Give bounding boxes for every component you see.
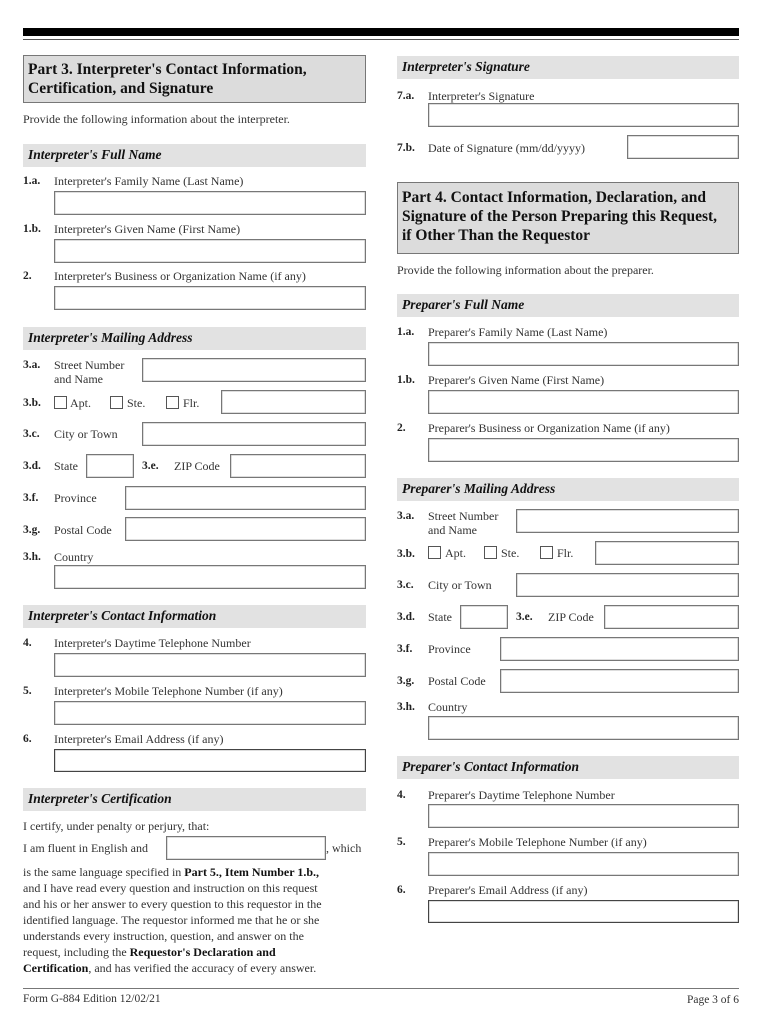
item-number: 3.d. [23, 460, 41, 472]
interpreter-email-label: Interpreter's Email Address (if any) [54, 732, 224, 746]
interpreter-street-input[interactable] [142, 358, 366, 382]
interpreter-given-name-label: Interpreter's Given Name (First Name) [54, 222, 241, 236]
province-label: Province [428, 642, 471, 656]
item-number: 6. [397, 884, 406, 896]
preparer-family-name-input[interactable] [428, 342, 739, 366]
part3-header [23, 55, 366, 103]
item-number: 1.b. [23, 223, 41, 235]
signature-date-label: Date of Signature (mm/dd/yyyy) [428, 141, 585, 155]
interpreter-daytime-phone-input[interactable] [54, 653, 366, 677]
interpreter-daytime-phone-label: Interpreter's Daytime Telephone Number [54, 636, 251, 650]
preparer-daytime-phone-label: Preparer's Daytime Telephone Number [428, 788, 615, 802]
interpreter-business-name-input[interactable] [54, 286, 366, 310]
interpreter-city-input[interactable] [142, 422, 366, 446]
preparer-state-input[interactable] [460, 605, 508, 629]
country-label: Country [54, 550, 94, 564]
fluent-prefix: I am fluent in English and [23, 841, 148, 855]
city-label: City or Town [428, 578, 492, 592]
item-number: 2. [397, 422, 406, 434]
item-number: 5. [397, 836, 406, 848]
item-number: 3.c. [23, 428, 40, 440]
part3-title-line2: Certification, and Signature [28, 80, 214, 97]
interpreter-unit-number-input[interactable] [221, 390, 366, 414]
zip-label: ZIP Code [174, 459, 220, 473]
section-preparer-mailing-address: Preparer's Mailing Address [397, 478, 739, 501]
section-interpreter-mailing-address: Interpreter's Mailing Address [23, 327, 366, 350]
item-number: 7.b. [397, 142, 415, 154]
street-label-line1: Street Number [428, 509, 499, 523]
part3-intro: Provide the following information about the interpreter. [23, 112, 290, 126]
item-number: 3.c. [397, 579, 414, 591]
country-label: Country [428, 700, 468, 714]
preparer-country-input[interactable] [428, 716, 739, 740]
interpreter-zip-input[interactable] [230, 454, 366, 478]
interpreter-province-input[interactable] [125, 486, 366, 510]
preparer-business-name-input[interactable] [428, 438, 739, 462]
item-number: 3.f. [23, 492, 39, 504]
item-number: 3.e. [142, 460, 159, 472]
interpreter-business-name-label: Interpreter's Business or Organization Name (if any) [54, 269, 306, 283]
street-label-line1: Street Number [54, 358, 125, 372]
interpreter-signature-input[interactable] [428, 103, 739, 127]
flr-label: Flr. [557, 546, 574, 560]
item-number: 4. [397, 789, 406, 801]
part4-header [397, 182, 739, 254]
page-number: Page 3 of 6 [686, 994, 739, 1006]
item-number: 3.a. [23, 359, 41, 371]
preparer-email-input[interactable] [428, 900, 739, 923]
street-label-line2: and Name [428, 523, 477, 537]
preparer-zip-input[interactable] [604, 605, 739, 629]
preparer-mobile-phone-input[interactable] [428, 852, 739, 876]
item-number: 3.h. [397, 701, 415, 713]
item-number: 3.b. [23, 397, 41, 409]
section-preparer-contact-info: Preparer's Contact Information [397, 756, 739, 779]
part4-title-line1: Part 4. Contact Information, Declaration, and [402, 189, 706, 206]
item-number: 3.f. [397, 643, 413, 655]
interpreter-given-name-input[interactable] [54, 239, 366, 263]
apt-label: Apt. [445, 546, 466, 560]
section-interpreter-contact-info: Interpreter's Contact Information [23, 605, 366, 628]
street-label [428, 509, 498, 537]
interpreter-state-input[interactable] [86, 454, 134, 478]
item-number: 6. [23, 733, 32, 745]
street-label [54, 358, 124, 386]
item-number: 2. [23, 270, 32, 282]
ste-label: Ste. [127, 396, 146, 410]
header-rule-thick [23, 28, 739, 36]
part4-title-line2: Signature of the Person Preparing this Request, [402, 208, 718, 225]
item-number: 3.g. [397, 675, 415, 687]
postal-label: Postal Code [428, 674, 486, 688]
certification-paragraph: is the same language specified in Part 5., Item Number 1.b., and I have read every question and instruction on this request and his or her answer to every question to this requestor in the identified language. The requestor informed me that he or she understands every instruction, question, and answer on the request, including the Requestor's Declaration and Certification, and has verified the accuracy of every answer. [23, 865, 322, 975]
item-number: 7.a. [397, 90, 415, 102]
state-label: State [54, 459, 78, 473]
preparer-province-input[interactable] [500, 637, 739, 661]
flr-label: Flr. [183, 396, 200, 410]
preparer-street-input[interactable] [516, 509, 739, 533]
interpreter-family-name-input[interactable] [54, 191, 366, 215]
header-rule-thin [23, 39, 739, 40]
section-interpreter-certification: Interpreter's Certification [23, 788, 366, 811]
interpreter-postal-input[interactable] [125, 517, 366, 541]
interpreter-apt-checkbox[interactable] [54, 396, 67, 409]
preparer-flr-checkbox[interactable] [540, 546, 553, 559]
preparer-daytime-phone-input[interactable] [428, 804, 739, 828]
preparer-ste-checkbox[interactable] [484, 546, 497, 559]
part3-title-line1: Part 3. Interpreter's Contact Information, [28, 61, 307, 78]
item-number: 3.h. [23, 551, 41, 563]
interpreter-mobile-phone-label: Interpreter's Mobile Telephone Number (if any) [54, 684, 283, 698]
preparer-postal-input[interactable] [500, 669, 739, 693]
interpreter-country-input[interactable] [54, 565, 366, 589]
item-number: 3.g. [23, 524, 41, 536]
apt-label: Apt. [70, 396, 91, 410]
item-number: 3.d. [397, 611, 415, 623]
postal-label: Postal Code [54, 523, 112, 537]
city-label: City or Town [54, 427, 118, 441]
preparer-apt-checkbox[interactable] [428, 546, 441, 559]
interpreter-email-input[interactable] [54, 749, 366, 772]
item-number: 3.e. [516, 611, 533, 623]
interpreter-family-name-label: Interpreter's Family Name (Last Name) [54, 174, 244, 188]
part4-title-line3: if Other Than the Requestor [402, 227, 591, 244]
interpreter-flr-checkbox[interactable] [166, 396, 179, 409]
item-number: 1.a. [397, 326, 415, 338]
preparer-given-name-input[interactable] [428, 390, 739, 414]
zip-label: ZIP Code [548, 610, 594, 624]
preparer-mobile-phone-label: Preparer's Mobile Telephone Number (if any) [428, 835, 647, 849]
item-number: 3.a. [397, 510, 415, 522]
preparer-city-input[interactable] [516, 573, 739, 597]
street-label-line2: and Name [54, 372, 103, 386]
preparer-family-name-label: Preparer's Family Name (Last Name) [428, 325, 608, 339]
interpreter-ste-checkbox[interactable] [110, 396, 123, 409]
footer-rule [23, 988, 739, 989]
interpreter-signature-label: Interpreter's Signature [428, 89, 535, 103]
part4-intro: Provide the following information about the preparer. [397, 263, 654, 277]
fluent-suffix: , which [326, 841, 362, 855]
item-number: 5. [23, 685, 32, 697]
section-interpreter-full-name: Interpreter's Full Name [23, 144, 366, 167]
province-label: Province [54, 491, 97, 505]
state-label: State [428, 610, 452, 624]
item-number: 1.a. [23, 175, 41, 187]
preparer-business-name-label: Preparer's Business or Organization Name (if any) [428, 421, 670, 435]
item-number: 1.b. [397, 374, 415, 386]
item-number: 4. [23, 637, 32, 649]
certification-line1: I certify, under penalty or perjury, that: [23, 819, 210, 833]
signature-date-input[interactable] [627, 135, 739, 159]
preparer-given-name-label: Preparer's Given Name (First Name) [428, 373, 605, 387]
ste-label: Ste. [501, 546, 520, 560]
preparer-unit-number-input[interactable] [595, 541, 739, 565]
section-interpreter-signature: Interpreter's Signature [397, 56, 739, 79]
interpreter-language-input[interactable] [166, 836, 326, 860]
item-number: 3.b. [397, 548, 415, 560]
interpreter-mobile-phone-input[interactable] [54, 701, 366, 725]
section-preparer-full-name: Preparer's Full Name [397, 294, 739, 317]
preparer-email-label: Preparer's Email Address (if any) [428, 883, 588, 897]
form-edition: Form G-884 Edition 12/02/21 [23, 993, 161, 1005]
